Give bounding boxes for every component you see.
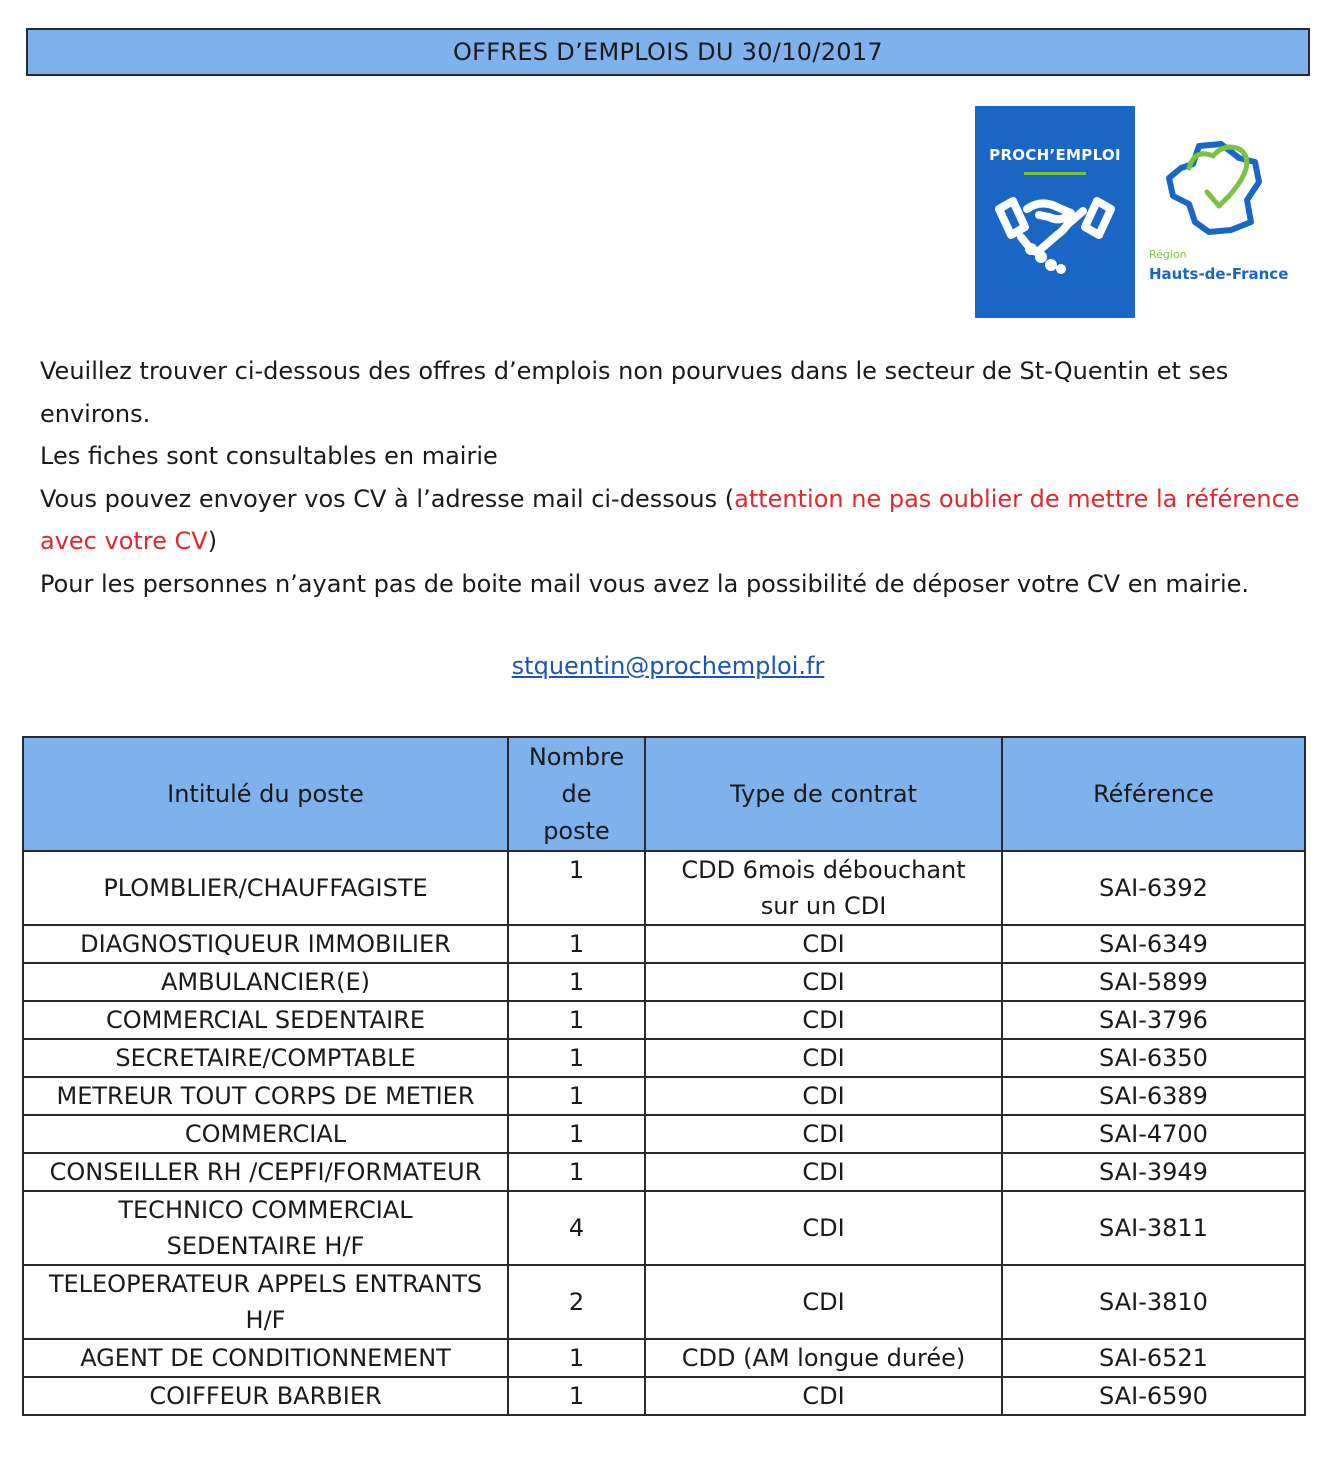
job-count: 1: [508, 925, 645, 963]
job-reference: SAI-6392: [1002, 851, 1305, 925]
header-reference: Référence: [1002, 737, 1305, 851]
header-count: Nombre de poste: [508, 737, 645, 851]
intro-line: [40, 478, 1300, 563]
job-title: AGENT DE CONDITIONNEMENT: [23, 1339, 508, 1377]
job-count: 1: [508, 1153, 645, 1191]
table-header-row: [23, 737, 1305, 851]
job-title: AMBULANCIER(E): [23, 963, 508, 1001]
job-count: 1: [508, 1115, 645, 1153]
job-contract: CDI: [645, 1001, 1002, 1039]
job-count: 1: [508, 851, 645, 925]
table-row: [23, 1191, 1305, 1265]
job-contract: CDI: [645, 963, 1002, 1001]
job-contract: CDD 6mois débouchant sur un CDI: [645, 851, 1002, 925]
table-row: [23, 1377, 1305, 1415]
table-row: [23, 1077, 1305, 1115]
job-reference: SAI-3949: [1002, 1153, 1305, 1191]
job-offers-table: [22, 736, 1306, 1416]
job-contract: CDI: [645, 1039, 1002, 1077]
table-row: [23, 925, 1305, 963]
job-title: CONSEILLER RH /CEPFI/FORMATEUR: [23, 1153, 508, 1191]
job-contract: CDI: [645, 1153, 1002, 1191]
job-reference: SAI-6590: [1002, 1377, 1305, 1415]
job-title: DIAGNOSTIQUEUR IMMOBILIER: [23, 925, 508, 963]
job-title: COMMERCIAL SEDENTAIRE: [23, 1001, 508, 1039]
job-contract: CDI: [645, 1115, 1002, 1153]
job-reference: SAI-6389: [1002, 1077, 1305, 1115]
job-title: COMMERCIAL: [23, 1115, 508, 1153]
job-count: 4: [508, 1191, 645, 1265]
job-count: 2: [508, 1265, 645, 1339]
header-contract: Type de contrat: [645, 737, 1002, 851]
header-title: Intitulé du poste: [23, 737, 508, 851]
email-container: [0, 652, 1336, 680]
france-map-heart-icon: [1159, 138, 1269, 238]
table-row: [23, 1115, 1305, 1153]
table-row: [23, 963, 1305, 1001]
email-link[interactable]: stquentin@prochemploi.fr: [511, 652, 825, 680]
table-row: [23, 1265, 1305, 1339]
intro-line: Veuillez trouver ci-dessous des offres d’emplois non pourvues dans le secteur de St-Quentin et ses environs.: [40, 357, 1229, 428]
job-contract: CDI: [645, 1077, 1002, 1115]
job-contract: CDI: [645, 1377, 1002, 1415]
intro-text: [40, 350, 1300, 606]
table-row: [23, 1153, 1305, 1191]
page-title-banner: [26, 28, 1310, 76]
job-reference: SAI-6521: [1002, 1339, 1305, 1377]
intro-warning: attention ne pas oublier de mettre la référence avec votre CV: [40, 484, 1300, 556]
page-title: OFFRES D’EMPLOIS DU 30/10/2017: [452, 38, 883, 66]
table-row: [23, 1339, 1305, 1377]
job-contract: CDD (AM longue durée): [645, 1339, 1002, 1377]
job-count: 1: [508, 1039, 645, 1077]
handshake-icon: [991, 187, 1119, 283]
proch-emploi-logo-text: PROCH’EMPLOI: [989, 146, 1121, 164]
intro-line: Pour les personnes n’ayant pas de boite mail vous avez la possibilité de déposer votre CV en mairie.: [40, 569, 1250, 598]
job-reference: SAI-6350: [1002, 1039, 1305, 1077]
intro-cv-text: Vous pouvez envoyer vos CV à l’adresse mail ci-dessous (: [40, 484, 735, 513]
logo-divider: [1024, 172, 1086, 175]
job-reference: SAI-5899: [1002, 963, 1305, 1001]
job-contract: CDI: [645, 1265, 1002, 1339]
job-title: PLOMBLIER/CHAUFFAGISTE: [23, 851, 508, 925]
job-title: SECRETAIRE/COMPTABLE: [23, 1039, 508, 1077]
job-reference: SAI-3811: [1002, 1191, 1305, 1265]
table-row: [23, 1039, 1305, 1077]
job-title: TECHNICO COMMERCIAL SEDENTAIRE H/F: [23, 1191, 508, 1265]
job-title: COIFFEUR BARBIER: [23, 1377, 508, 1415]
job-count: 1: [508, 1339, 645, 1377]
job-contract: CDI: [645, 1191, 1002, 1265]
job-reference: SAI-3810: [1002, 1265, 1305, 1339]
job-count: 1: [508, 1077, 645, 1115]
intro-cv-text-end: ): [207, 527, 218, 556]
table-row: [23, 1001, 1305, 1039]
intro-line: Les fiches sont consultables en mairie: [40, 442, 498, 471]
job-reference: SAI-4700: [1002, 1115, 1305, 1153]
job-contract: CDI: [645, 925, 1002, 963]
job-reference: SAI-6349: [1002, 925, 1305, 963]
job-count: 1: [508, 963, 645, 1001]
job-title: METREUR TOUT CORPS DE METIER: [23, 1077, 508, 1115]
job-count: 1: [508, 1377, 645, 1415]
proch-emploi-logo: [975, 106, 1135, 318]
table-row: [23, 851, 1305, 925]
region-hauts-de-france-logo: [1145, 138, 1295, 298]
region-logo-label: Région: [1149, 248, 1187, 261]
job-title: TELEOPERATEUR APPELS ENTRANTS H/F: [23, 1265, 508, 1339]
job-reference: SAI-3796: [1002, 1001, 1305, 1039]
region-logo-name: Hauts-de-France: [1149, 265, 1289, 283]
job-count: 1: [508, 1001, 645, 1039]
